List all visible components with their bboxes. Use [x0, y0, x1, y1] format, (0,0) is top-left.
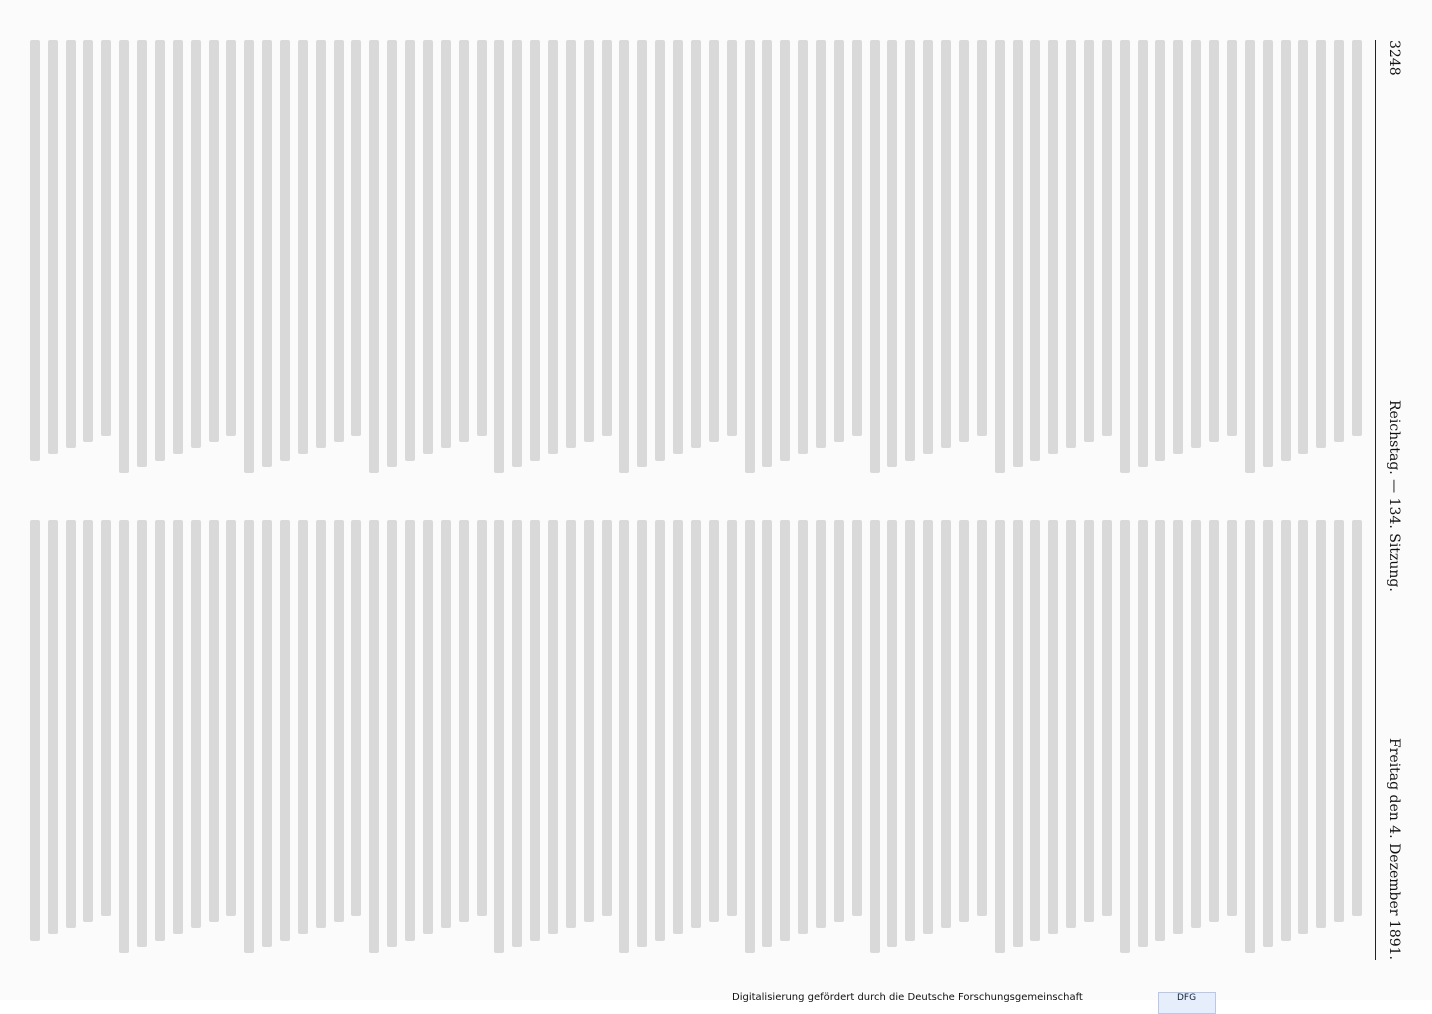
text-line	[870, 520, 880, 953]
text-line	[1013, 520, 1023, 947]
text-line	[459, 520, 469, 922]
text-line	[870, 40, 880, 473]
dfg-badge-text: DFG	[1177, 993, 1197, 1003]
text-line	[637, 40, 647, 467]
text-line	[691, 520, 701, 928]
text-line	[977, 40, 987, 436]
text-line	[655, 520, 665, 941]
text-line	[852, 40, 862, 436]
text-line	[923, 520, 933, 934]
text-line	[477, 520, 487, 916]
text-line	[745, 40, 755, 473]
text-line	[1191, 40, 1201, 448]
text-line	[1155, 40, 1165, 461]
text-line	[530, 40, 540, 461]
text-line	[1030, 520, 1040, 941]
text-line	[834, 520, 844, 922]
text-line	[1066, 40, 1076, 448]
text-line	[1298, 520, 1308, 934]
text-line	[441, 520, 451, 928]
text-line	[887, 40, 897, 467]
dfg-badge	[1158, 992, 1216, 1014]
text-line	[637, 520, 647, 947]
text-line	[1066, 520, 1076, 928]
text-line	[905, 520, 915, 941]
text-line	[1084, 520, 1094, 922]
text-line	[155, 40, 165, 461]
text-line	[244, 40, 254, 473]
text-line	[1173, 520, 1183, 934]
text-column-right	[22, 520, 1362, 960]
text-line	[1138, 520, 1148, 947]
text-line	[923, 40, 933, 454]
text-line	[262, 520, 272, 947]
text-line	[387, 520, 397, 947]
text-line	[709, 40, 719, 442]
text-line	[1048, 520, 1058, 934]
text-line	[1298, 40, 1308, 454]
text-line	[1209, 520, 1219, 922]
text-line	[816, 520, 826, 928]
text-line	[1316, 40, 1326, 448]
text-line	[441, 40, 451, 448]
text-line	[1352, 40, 1362, 436]
text-line	[709, 520, 719, 922]
text-line	[83, 520, 93, 922]
text-line	[209, 40, 219, 442]
text-line	[30, 520, 40, 941]
text-line	[459, 40, 469, 442]
text-line	[798, 40, 808, 454]
text-line	[334, 520, 344, 922]
text-line	[1281, 40, 1291, 461]
text-line	[1102, 520, 1112, 916]
text-line	[959, 40, 969, 442]
text-line	[762, 40, 772, 467]
header-session: Reichstag. — 134. Sitzung.	[1386, 400, 1402, 592]
text-line	[494, 520, 504, 953]
text-line	[262, 40, 272, 467]
text-line	[1102, 40, 1112, 436]
text-line	[548, 40, 558, 454]
text-line	[226, 40, 236, 436]
text-line	[1334, 40, 1344, 442]
text-line	[1334, 520, 1344, 922]
text-line	[1173, 40, 1183, 454]
text-line	[941, 520, 951, 928]
text-line	[423, 520, 433, 934]
digitization-sidebar	[732, 992, 1197, 1012]
text-line	[691, 40, 701, 448]
text-line	[780, 520, 790, 941]
text-line	[298, 520, 308, 934]
text-line	[119, 40, 129, 473]
header-date: Freitag den 4. Dezember 1891.	[1386, 738, 1402, 960]
text-line	[977, 520, 987, 916]
text-line	[191, 520, 201, 928]
text-line	[280, 520, 290, 941]
text-line	[1281, 520, 1291, 941]
header-page-number: 3248	[1386, 40, 1402, 76]
text-line	[673, 40, 683, 454]
text-line	[655, 40, 665, 461]
text-line	[530, 520, 540, 941]
text-line	[1352, 520, 1362, 916]
text-line	[405, 40, 415, 461]
text-line	[316, 40, 326, 448]
text-line	[405, 520, 415, 941]
text-line	[1013, 40, 1023, 467]
text-line	[619, 40, 629, 473]
text-line	[602, 520, 612, 916]
text-line	[191, 40, 201, 448]
text-line	[1155, 520, 1165, 941]
text-line	[959, 520, 969, 922]
text-line	[584, 520, 594, 922]
text-line	[780, 40, 790, 461]
text-line	[30, 40, 40, 461]
text-line	[48, 40, 58, 454]
text-line	[834, 40, 844, 442]
text-line	[66, 40, 76, 448]
text-line	[173, 40, 183, 454]
text-line	[1191, 520, 1201, 928]
text-line	[905, 40, 915, 461]
text-line	[995, 520, 1005, 953]
digitization-credit: Digitalisierung gefördert durch die Deutsche Forschungsgemeinschaft	[732, 992, 1083, 1003]
text-line	[1263, 520, 1273, 947]
text-line	[298, 40, 308, 454]
text-line	[1048, 40, 1058, 454]
text-line	[548, 520, 558, 934]
text-line	[351, 40, 361, 436]
text-line	[1245, 520, 1255, 953]
text-line	[602, 40, 612, 436]
text-line	[334, 40, 344, 442]
text-line	[48, 520, 58, 934]
text-line	[1209, 40, 1219, 442]
text-line	[584, 40, 594, 442]
text-line	[351, 520, 361, 916]
page-header	[1380, 40, 1402, 960]
text-line	[1245, 40, 1255, 473]
text-line	[1227, 40, 1237, 436]
text-line	[280, 40, 290, 461]
text-line	[887, 520, 897, 947]
text-line	[155, 520, 165, 941]
text-line	[1316, 520, 1326, 928]
text-line	[316, 520, 326, 928]
text-line	[101, 40, 111, 436]
text-line	[566, 40, 576, 448]
text-line	[727, 40, 737, 436]
text-line	[995, 40, 1005, 473]
text-line	[816, 40, 826, 448]
text-line	[173, 520, 183, 934]
text-line	[1120, 520, 1130, 953]
text-line	[477, 40, 487, 436]
text-line	[941, 40, 951, 448]
text-line	[494, 40, 504, 473]
text-line	[423, 40, 433, 454]
text-line	[1138, 40, 1148, 467]
text-line	[1227, 520, 1237, 916]
text-line	[137, 520, 147, 947]
text-line	[66, 520, 76, 928]
text-line	[387, 40, 397, 467]
text-line	[798, 520, 808, 934]
header-rule	[1375, 40, 1376, 960]
text-line	[512, 520, 522, 947]
text-line	[244, 520, 254, 953]
text-line	[727, 520, 737, 916]
text-line	[566, 520, 576, 928]
text-line	[1120, 40, 1130, 473]
text-line	[673, 520, 683, 934]
text-line	[369, 40, 379, 473]
text-line	[745, 520, 755, 953]
text-column-left	[22, 40, 1362, 480]
text-line	[226, 520, 236, 916]
text-line	[119, 520, 129, 953]
text-line	[1263, 40, 1273, 467]
text-line	[137, 40, 147, 467]
text-line	[619, 520, 629, 953]
text-line	[512, 40, 522, 467]
text-line	[209, 520, 219, 922]
text-line	[852, 520, 862, 916]
text-line	[762, 520, 772, 947]
text-line	[101, 520, 111, 916]
text-line	[1030, 40, 1040, 461]
text-line	[369, 520, 379, 953]
text-line	[1084, 40, 1094, 442]
text-line	[83, 40, 93, 442]
